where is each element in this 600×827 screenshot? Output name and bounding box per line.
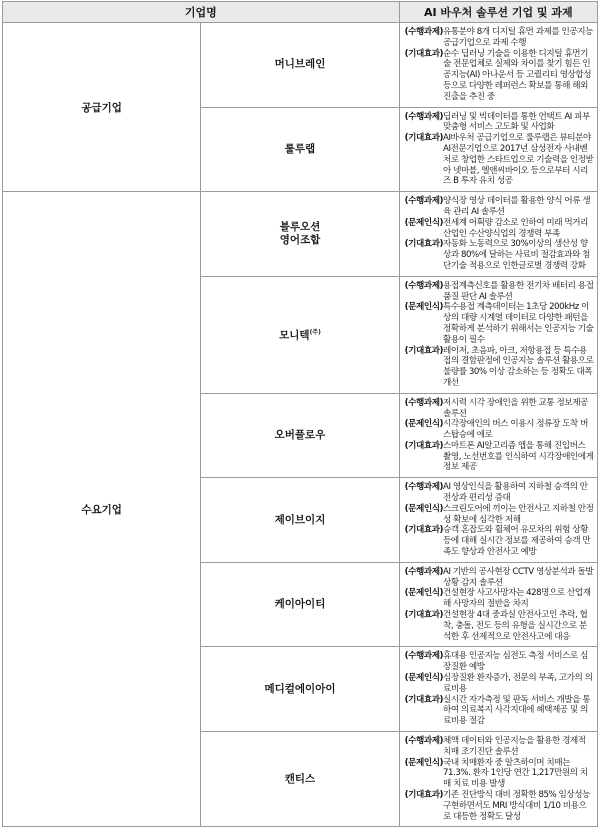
table-header-row (3, 2, 598, 23)
desc-line: (기대효과) 승객 혼잡도와 휠체어 유모차의 위험 상황 등에 대해 실시간 정보를 제공하여 승객 만족도 향상과 안전사고 예방 (404, 525, 591, 558)
desc-line: (수행과제) 체액 데이터와 인공지능을 활용한 경제적 치매 조기진단 솔루션 (404, 736, 586, 757)
solution-column-header: AI 바우처 솔루션 기업 및 과제 (399, 2, 597, 23)
table-row (3, 23, 598, 108)
desc-line: (문제인식) 국내 치매환자 중 알츠하이머 치매는 71.3%. 환자 1인당 연간 1,217만원의 치매 치료 비용 발생 (404, 757, 588, 790)
desc-line: (기대효과) 실시간 자가측정 및 판독 서비스 개발을 통하여 의료복지 사각지대에 혜택제공 및 의료비용 절감 (404, 694, 591, 727)
desc-line: (수행과제) 딥러닝 및 빅데이터를 통한 언택트 AI 피부 맞춤형 서비스 고도화 및 사업화 (404, 111, 590, 133)
company-description (399, 647, 597, 732)
company-description (399, 393, 597, 478)
desc-line: (기대효과) 기존 진단방식 대비 정확한 85% 임상성능 구현하면서도 MRI 방식대비 1/10 비용으로 대등한 정확도 달성 (404, 790, 590, 822)
company-name: 블루오션 영어조합 (201, 192, 399, 277)
company-description (399, 276, 597, 393)
company-name: 케이아이티 (201, 562, 399, 647)
desc-line: (수행과제) 저시력 시각 장애인을 위한 교통 정보제공 솔루션 (404, 397, 588, 419)
company-name: 머니브레인 (201, 23, 399, 108)
ai-voucher-table (2, 1, 598, 827)
company-name: 모니텍$^{(주)}$ (201, 276, 399, 393)
company-description (399, 562, 597, 647)
desc-line: (수행과제) 양식장 영상 데이터를 활용한 양식 어류 생육 관리 AI 솔루션 (404, 196, 591, 217)
desc-line: (문제인식) 스크린도어에 끼이는 안전사고 지하철 안정성 확보에 심각한 저해 (404, 503, 594, 525)
desc-line: (문제인식) 건설현장 사고사망자는 428명으로 산업재해 사망자의 절반을 차지 (404, 588, 591, 610)
group-supply: 공급기업 (3, 23, 201, 192)
company-name: 메디컬에이아이 (201, 647, 399, 732)
desc-line: (기대효과) 자동화 노동력으로 30%이상의 생산성 향상과 80%에 달하는 사료비 절감효과와 첨단기술 적용으로 인한글로벌 경쟁력 강화 (404, 239, 590, 271)
company-name: 룰루랩 (201, 107, 399, 192)
desc-line: (기대효과) 스마트폰 AI알고리즘 앱을 통해 진입버스 촬영, 노선번호를 인식하여 시각장애인에게 정보 제공 (404, 440, 594, 473)
company-name: 제이브이지 (201, 478, 399, 563)
desc-line: (수행과제) 유통분야 8개 디지털 휴먼 과제를 인공지능 공급기업으로 과제 수행 (404, 27, 593, 48)
desc-line: (문제인식) 특수용접 계측데이터는 1초당 200kHz 이상의 대량 시계열 데이터로 다양한 패턴을 정확하게 분석하기 위해서는 인공지능 기술 활용이 필수 (404, 302, 594, 345)
company-column-header: 기업명 (3, 2, 400, 23)
company-description (399, 192, 597, 277)
desc-line: (문제인식) 시각장애인의 버스 이용시 정류장 도착 버스탑승에 애로 (404, 419, 588, 441)
desc-line: (기대효과) 건설현장 4대 중과실 안전사고인 추락, 협착, 충돌, 전도 등의 유형을 실시간으로 분석한 후 선제적으로 안전사고에 대응 (404, 610, 588, 642)
desc-line: (기대효과) AI바우처 공급기업으로 룰루랩은 뷰티분야 AI전문기업으로 2017년 삼성전자 사내벤처로 창업한 스타트업으로 기술력을 인정받아 넷마블, 엘앤씨바이오 등으로부터 시리즈 B 투자 유치 성공 (404, 133, 594, 187)
desc-line: (문제인식) 심장질환 환자증가, 전문의 부족, 고가의 의료비용 (404, 673, 593, 694)
company-description (399, 23, 597, 108)
desc-line: (수행과제) 휴대용 인공지능 심전도 측정 서비스로 심장질환 예방 (404, 651, 588, 673)
company-name: 오버플로우 (201, 393, 399, 478)
desc-line: (기대효과) 레이저, 초음파, 아크, 저항용접 등 특수용접의 결함판정에 인공지능 솔루션 활용으로 불량률 30% 이상 감소하는 등 정확도 대폭 개선 (404, 345, 594, 388)
desc-line: (문제인식) 전세계 어획량 감소로 인하여 미래 먹거리 산업인 수산양식업의 경쟁력 부족 (404, 217, 588, 239)
desc-line: (수행과제) AI 영상인식을 활용하여 지하철 승객의 안전상과 편리성 증대 (404, 482, 588, 504)
company-name: 캔티스 (201, 732, 399, 827)
company-description (399, 478, 597, 563)
desc-line: (수행과제) AI 기반의 공사현장 CCTV 영상분석과 돌발상황 감지 솔루션 (404, 566, 594, 588)
company-description (399, 107, 597, 192)
desc-line: (수행과제) 용접계측신호를 활용한 전기차 배터리 용접품질 판단 AI 솔루션 (404, 280, 594, 302)
company-description (399, 732, 597, 827)
group-demand: 수요기업 (3, 192, 201, 827)
desc-line: (기대효과) 순수 딥러닝 기술을 이용한 디지털 휴먼기술 전문업체로 실제와 차이를 찾기 힘든 인공지능(AI) 아나운서 등 고퀄리티 영상합성 등으로 다양한 레퍼런스 확보를 통해 해외 진출을 추진 중 (404, 48, 592, 102)
table-row (3, 192, 598, 277)
